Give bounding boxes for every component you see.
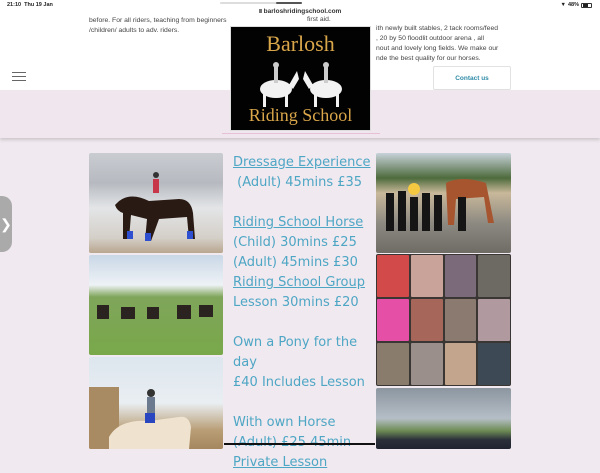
- about-text-right: ith newly built stables, 2 tack rooms/feed , 20 by 50 floodlit outdoor arena , all nout and lovely long fields. We make our nde the best quality for our horses.: [376, 25, 499, 62]
- battery-percent: 48%: [567, 2, 579, 8]
- photo-group-field-shirts: [376, 388, 511, 449]
- about-text-mid: first aid.: [307, 16, 331, 23]
- photo-dressage-horse: [89, 153, 223, 253]
- battery-icon: [581, 3, 592, 8]
- hamburger-icon[interactable]: [12, 72, 26, 81]
- about-text-left: before. For all riders, teaching from beginners /children/ adults to adv. riders.: [89, 17, 227, 34]
- side-expand-tab[interactable]: [0, 196, 12, 252]
- url-text: barloshridingschool.com: [263, 8, 342, 15]
- pricing-list: [233, 153, 373, 473]
- price-item-group: Riding School Group Lesson 30mins £20: [233, 275, 365, 310]
- contact-us-button[interactable]: Contact us: [433, 66, 511, 90]
- logo-underline: [222, 133, 380, 134]
- site-logo[interactable]: [230, 26, 371, 131]
- dressage-experience-link[interactable]: Dressage Experience: [233, 155, 371, 170]
- photo-collage-party: [376, 254, 511, 386]
- price-item-school-horse: Riding School Horse (Child) 30mins £25 (Adult) 45mins £30: [233, 215, 364, 270]
- logo-subtitle: Riding School: [248, 105, 353, 125]
- riding-school-group-link[interactable]: Riding School Group: [233, 275, 365, 290]
- photo-kids-with-horse: [376, 153, 511, 253]
- riding-school-horse-link[interactable]: Riding School Horse: [233, 215, 364, 230]
- horses-icon: [251, 59, 351, 109]
- multitask-grabber-active: [276, 2, 302, 4]
- photo-group-ride-field: [89, 255, 223, 355]
- logo-title: Barlosh: [266, 31, 335, 56]
- status-time: 21:10 Thu 19 Jan: [7, 2, 53, 8]
- home-indicator[interactable]: [224, 443, 375, 445]
- address-bar[interactable]: [0, 8, 600, 16]
- price-item-own-pony: Own a Pony for the day £40 Includes Lesson: [233, 335, 365, 390]
- price-item-dressage: Dressage Experience (Adult) 45mins £35: [233, 155, 371, 190]
- wifi-icon: ▼: [560, 2, 566, 8]
- chevron-right-icon: ❯: [0, 215, 12, 232]
- lock-icon: [259, 9, 262, 13]
- price-item-own-horse: With own Horse Private Lesson: [233, 415, 336, 470]
- photo-rider-palomino: [89, 357, 223, 449]
